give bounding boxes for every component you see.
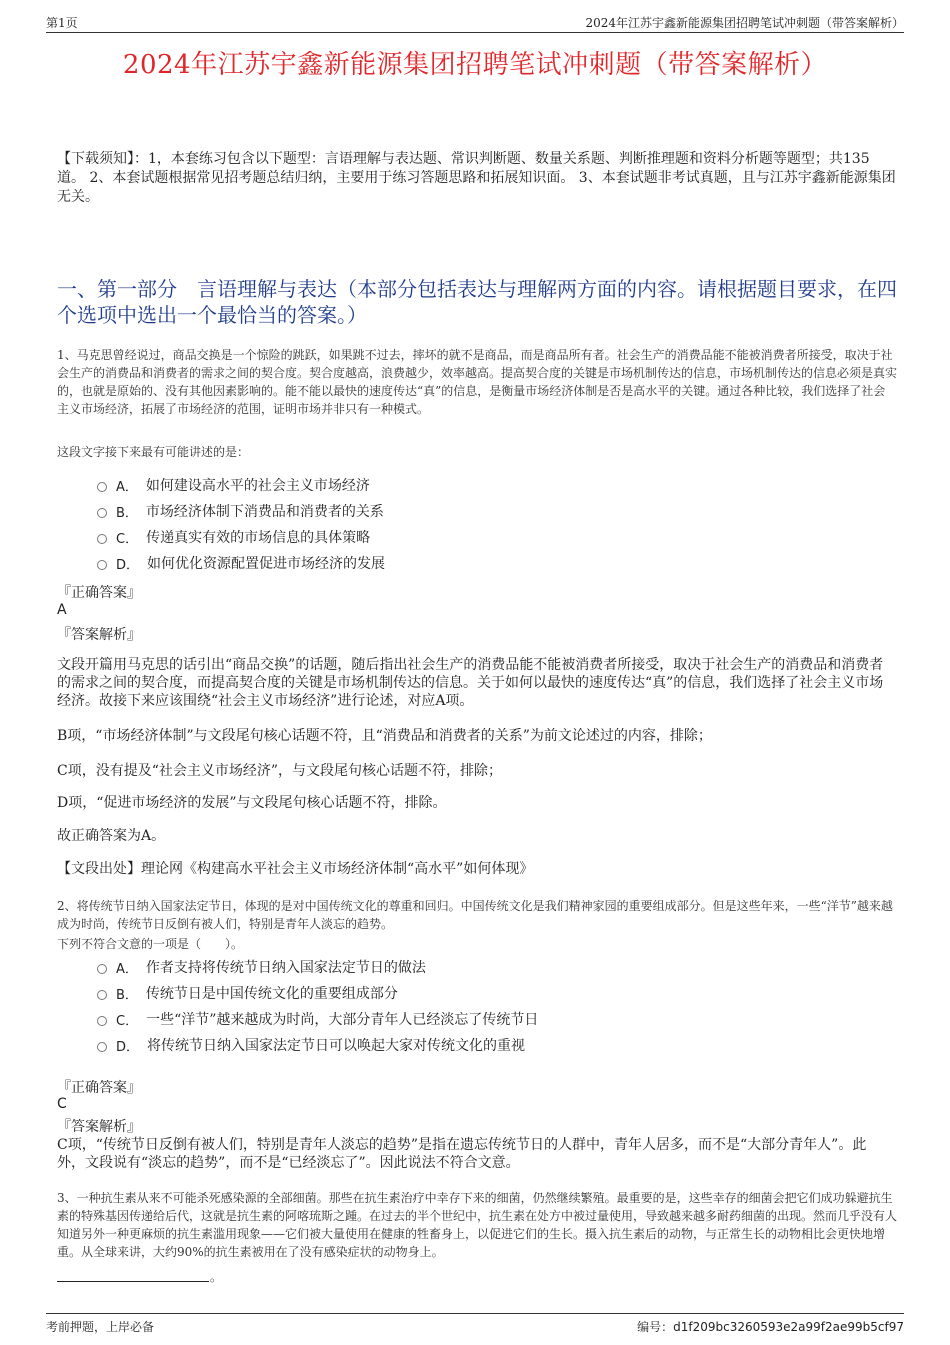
footer-slogan: 考前押题，上岸必备 — [46, 1320, 155, 1334]
radio-icon[interactable] — [97, 990, 107, 1000]
question-1-option-d[interactable] — [97, 550, 797, 576]
option-text: 如何建设高水平的社会主义市场经济 — [145, 478, 370, 494]
question-3-stem: 3、一种抗生素从来不可能杀死感染源的全部细菌。那些在抗生素治疗中幸存下来的细菌，仍然继续繁殖。最重要的是，这些幸存的细菌会把它们成功躲避抗生素的特殊基因传递给后代，这就是抗生素的阿喀琉斯之踵。在过去的半个世纪中，抗生素在处方中被过量使用，导致越来越多耐药细菌的出现。然而几乎没有人知道另外一种更麻烦的抗生素滥用现象——它们被大量使用在健康的牲畜身上，以促进它们的生长。摄入抗生素后的动物，与正常生长的动物相比会更快地增重。从全球来讲，大约90%的抗生素被用在了没有感染症状的动物身上。 — [57, 1191, 898, 1259]
question-2-analysis: C项，“传统节日反倒有被人们，特别是青年人淡忘的趋势”是指在遗忘传统节日的人群中，青年人居多，而不是“大部分青年人”。此外，文段说有“淡忘的趋势”，而不是“已经淡忘了”。因此说法不符合文意。 — [57, 1137, 867, 1171]
option-key: D． — [116, 1039, 140, 1055]
question-1-source: 【文段出处】理论网《构建高水平社会主义市场经济体制“高水平”如何体现》 — [57, 861, 534, 877]
page-footer — [46, 1313, 904, 1334]
question-1-analysis-b: B项，“市场经济体制”与文段尾句核心话题不符，且“消费品和消费者的关系”为前文论述过的内容，排除； — [57, 728, 712, 744]
option-key: B． — [116, 987, 138, 1003]
question-1-option-a[interactable] — [97, 472, 797, 498]
radio-icon[interactable] — [97, 560, 107, 570]
section-heading: 一、第一部分 言语理解与表达（本部分包括表达与理解两方面的内容。请根据题目要求，在四个选项中选出一个最恰当的答案。） — [57, 277, 897, 327]
question-1-option-b[interactable] — [97, 498, 797, 524]
correct-answer-label: 『正确答案』 — [57, 585, 141, 601]
question-2-stem: 2、将传统节日纳入国家法定节日，体现的是对中国传统文化的尊重和回归。中国传统文化是我们精神家园的重要组成部分。但是这些年来，一些“洋节”越来越成为时尚，传统节日反倒有被人们，特别是青年人淡忘的趋势。 — [57, 899, 893, 931]
option-key: C． — [116, 531, 139, 547]
question-1-conclusion: 故正确答案为A。 — [57, 828, 166, 844]
radio-icon[interactable] — [97, 1016, 107, 1026]
radio-icon[interactable] — [97, 1042, 107, 1052]
page-title: 2024年江苏宇鑫新能源集团招聘笔试冲刺题（带答案解析） — [122, 50, 828, 80]
header-doc-title: 2024年江苏宇鑫新能源集团招聘笔试冲刺题（带答案解析） — [585, 16, 904, 30]
question-2-option-b[interactable] — [97, 980, 797, 1006]
question-2-answer: C — [57, 1096, 67, 1112]
option-text: 传统节日是中国传统文化的重要组成部分 — [145, 986, 398, 1002]
question-1-prompt: 这段文字接下来最有可能讲述的是： — [57, 445, 250, 459]
option-text: 作者支持将传统节日纳入国家法定节日的做法 — [145, 960, 426, 976]
question-2-options — [97, 954, 797, 1058]
question-2-option-d[interactable] — [97, 1032, 797, 1058]
question-1-answer: A — [57, 602, 67, 618]
option-text: 市场经济体制下消费品和消费者的关系 — [145, 504, 384, 520]
question-1-options — [97, 472, 797, 576]
analysis-label: 『答案解析』 — [57, 627, 141, 643]
answer-blank[interactable] — [57, 1269, 209, 1282]
radio-icon[interactable] — [97, 534, 107, 544]
option-text: 传递真实有效的市场信息的具体策略 — [146, 530, 371, 546]
footer-code-label: 编号： — [637, 1320, 674, 1334]
question-1-analysis-d: D项，“促进市场经济的发展”与文段尾句核心话题不符，排除。 — [57, 795, 447, 811]
question-2-option-c[interactable] — [97, 1006, 797, 1032]
option-text: 如何优化资源配置促进市场经济的发展 — [147, 556, 386, 572]
radio-icon[interactable] — [97, 508, 107, 518]
question-1-option-c[interactable] — [97, 524, 797, 550]
option-text: 一些“洋节”越来越成为时尚，大部分青年人已经淡忘了传统节日 — [146, 1012, 539, 1028]
option-key: B． — [116, 505, 138, 521]
question-1-stem: 1、马克思曾经说过，商品交换是一个惊险的跳跃，如果跳不过去，摔坏的就不是商品，而是商品所有者。社会生产的消费品能不能被消费者所接受，取决于社会生产的消费品和消费者的需求之间的契合度。契合度越高，浪费越少，效率越高。提高契合度的关键是市场机制传达的信息，市场机制传达的信息必须是真实的，也就是原始的、没有其他因素影响的。能不能以最快的速度传达“真”的信息，是衡量市场经济体制是否是高水平的关键。通过各种比较，我们选择了社会主义市场经济，拓展了市场经济的范围，证明市场并非只有一种模式。 — [57, 348, 898, 416]
question-2-prompt: 下列不符合文意的一项是（ ）。 — [57, 937, 244, 951]
page-number: 第1页 — [46, 16, 78, 30]
option-key: A． — [116, 961, 138, 977]
option-text: 将传统节日纳入国家法定节日可以唤起大家对传统文化的重视 — [147, 1038, 526, 1054]
analysis-label: 『答案解析』 — [57, 1119, 141, 1135]
question-2-option-a[interactable] — [97, 954, 797, 980]
footer-code — [637, 1318, 904, 1335]
question-1-analysis-main: 文段开篇用马克思的话引出“商品交换”的话题，随后指出社会生产的消费品能不能被消费者所接受，取决于社会生产的消费品和消费者的需求之间的契合度，而提高契合度的关键是市场机制传达的信息。关于如何以最快的速度传达“真”的信息，我们选择了社会主义市场经济。故接下来应该围绕“社会主义市场经济”进行论述，对应A项。 — [57, 657, 884, 709]
option-key: D． — [116, 557, 140, 573]
radio-icon[interactable] — [97, 482, 107, 492]
question-1-analysis-c: C项，没有提及“社会主义市场经济”，与文段尾句核心话题不符，排除； — [57, 763, 503, 779]
footer-code-value: d1f209bc3260593e2a99f2ae99b5cf97 — [673, 1320, 904, 1334]
radio-icon[interactable] — [97, 964, 107, 974]
option-key: A． — [116, 479, 138, 495]
option-key: C． — [116, 1013, 139, 1029]
blank-period: 。 — [210, 1270, 223, 1284]
page-header — [46, 14, 904, 33]
download-notice: 【下载须知】：1，本套练习包含以下题型：言语理解与表达题、常识判断题、数量关系题、判断推理题和资料分析题等题型；共135道。 2、本套试题根据常见招考题总结归纳，主要用于练习答题思路和拓展知识面。 3、本套试题非考试真题，且与江苏宇鑫新能源集团无关。 — [57, 151, 896, 205]
correct-answer-label: 『正确答案』 — [57, 1080, 141, 1096]
